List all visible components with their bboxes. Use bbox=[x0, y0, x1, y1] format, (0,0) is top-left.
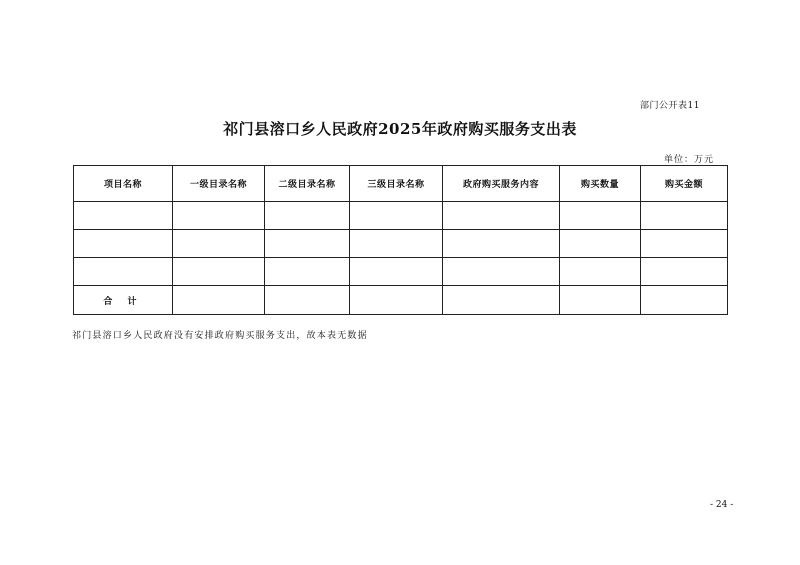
table-cell bbox=[641, 286, 728, 315]
table-cell bbox=[443, 230, 560, 258]
page-number: - 24 - bbox=[710, 500, 734, 510]
table-cell bbox=[74, 202, 173, 230]
header-level1-category: 一级目录名称 bbox=[173, 166, 265, 202]
total-row bbox=[74, 286, 728, 315]
table-cell bbox=[560, 230, 641, 258]
table-cell bbox=[641, 258, 728, 286]
header-purchase-amount: 购买金额 bbox=[641, 166, 728, 202]
header-service-content: 政府购买服务内容 bbox=[443, 166, 560, 202]
header-level2-category: 二级目录名称 bbox=[265, 166, 350, 202]
total-label: 合 计 bbox=[74, 286, 173, 315]
table-cell bbox=[350, 258, 443, 286]
purchase-services-table bbox=[73, 165, 728, 315]
table-cell bbox=[443, 286, 560, 315]
table-cell bbox=[173, 286, 265, 315]
table-cell bbox=[641, 202, 728, 230]
page-title: 祁门县溶口乡人民政府2025年政府购买服务支出表 bbox=[223, 120, 577, 138]
table-row bbox=[74, 230, 728, 258]
table-row bbox=[74, 202, 728, 230]
table-cell bbox=[173, 258, 265, 286]
table-cell bbox=[443, 258, 560, 286]
table-cell bbox=[265, 230, 350, 258]
table-row bbox=[74, 258, 728, 286]
table-cell bbox=[265, 286, 350, 315]
table-cell bbox=[74, 258, 173, 286]
table-cell bbox=[350, 286, 443, 315]
table-cell bbox=[265, 202, 350, 230]
table-cell bbox=[641, 230, 728, 258]
table-cell bbox=[265, 258, 350, 286]
table-cell bbox=[350, 230, 443, 258]
unit-label: 单位：万元 bbox=[664, 155, 715, 165]
table-header-row bbox=[74, 166, 728, 202]
form-number: 部门公开表11 bbox=[640, 101, 700, 111]
header-level3-category: 三级目录名称 bbox=[350, 166, 443, 202]
header-project-name: 项目名称 bbox=[74, 166, 173, 202]
table-cell bbox=[173, 230, 265, 258]
table-cell bbox=[350, 202, 443, 230]
table-cell bbox=[560, 202, 641, 230]
table-cell bbox=[173, 202, 265, 230]
footnote: 祁门县溶口乡人民政府没有安排政府购买服务支出，故本表无数据 bbox=[72, 331, 368, 341]
table-cell bbox=[443, 202, 560, 230]
table-cell bbox=[74, 230, 173, 258]
table-cell bbox=[560, 286, 641, 315]
header-purchase-quantity: 购买数量 bbox=[560, 166, 641, 202]
table-cell bbox=[560, 258, 641, 286]
